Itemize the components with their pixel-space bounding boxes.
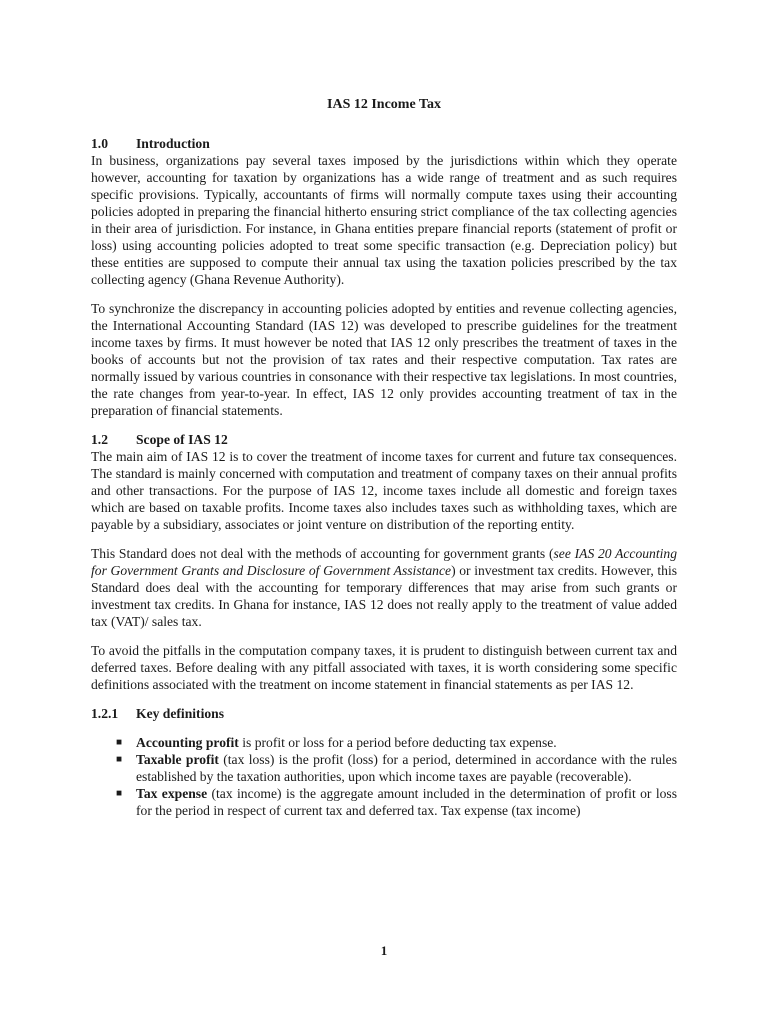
intro-paragraph-2: To synchronize the discrepancy in accounting policies adopted by entities and revenue collecting agencies, the International Accounting Standard (IAS 12) was developed to prescribe guidelines for the treatment income taxes by firms. It must however be noted that IAS 12 only prescribes the treatment of taxes in the books of accounts but not the provision of tax rates and their respective computation. Tax rates are normally issued by various countries in consonance with their respective tax legislations. In most countries, the rate changes from year-to-year. In effect, IAS 12 only provides accounting treatment of tax in the preparation of financial statements.	[91, 301, 677, 418]
definition-text: (tax loss) is the profit (loss) for a period, determined in accordance with the rules established by the taxation authorities, upon which income taxes are payable (recoverable).	[136, 752, 677, 784]
section-number: 1.2.1	[91, 706, 119, 721]
list-item	[91, 751, 677, 785]
section-number: 1.0	[91, 136, 108, 151]
ias20-reference: see IAS 20 Accounting for Government Grants and Disclosure of Government Assistance	[91, 546, 677, 578]
list-item	[91, 734, 677, 751]
scope-paragraph-2	[91, 545, 677, 630]
section-heading-introduction	[91, 135, 677, 152]
section-title: Introduction	[136, 136, 210, 151]
definition-term: Taxable profit	[136, 752, 219, 767]
scope-paragraph-3: To avoid the pitfalls in the computation company taxes, it is prudent to distinguish between current tax and deferred taxes. Before dealing with any pitfall associated with taxes, it is worth considering some specific definitions associated with the treatment on income statement in financial statements as per IAS 12.	[91, 643, 677, 692]
definition-text: is profit or loss for a period before deducting tax expense.	[238, 735, 557, 750]
definition-text: (tax income) is the aggregate amount included in the determination of profit or loss for the period in respect of current tax and deferred tax. Tax expense (tax income)	[136, 786, 677, 818]
definitions-list	[91, 734, 677, 819]
intro-paragraph-1: In business, organizations pay several taxes imposed by the jurisdictions within which they operate however, accounting for taxation by organizations has a wide range of treatment and as such requires specific provisions. Typically, accountants of firms will normally compute taxes using their accounting policies adopted in preparing the financial hitherto ensuring strict compliance of the tax collecting agencies in their area of jurisdiction. For instance, in Ghana entities prepare financial reports (statement of profit or loss) using accounting policies adopted to treat some specific transaction (e.g. Depreciation policy) but these entities are supposed to compute their annual tax using the taxation policies prescribed by the tax collecting agency (Ghana Revenue Authority).	[91, 153, 677, 287]
square-bullet-icon: ■	[116, 788, 123, 799]
square-bullet-icon: ■	[116, 737, 123, 748]
definition-term: Accounting profit	[136, 735, 239, 750]
document-title: IAS 12 Income Tax	[327, 97, 441, 112]
document-page	[91, 96, 677, 819]
page-number: 1	[380, 943, 388, 958]
scope-paragraph-1: The main aim of IAS 12 is to cover the treatment of income taxes for current and future tax consequences. The standard is mainly concerned with computation and treatment of company taxes on their annual profits and other transactions. For the purpose of IAS 12, income taxes include all domestic and foreign taxes which are based on taxable profits. Income taxes also includes taxes such as withholding taxes, which are payable by a subsidiary, associates or joint venture on distribution of the reporting entity.	[91, 449, 677, 532]
section-heading-key-definitions	[91, 705, 677, 722]
definition-term: Tax expense	[136, 786, 208, 801]
scope-paragraph-2-part-a: This Standard does not deal with the methods of accounting for government grants (	[91, 546, 554, 561]
section-heading-scope	[91, 431, 677, 448]
list-item	[91, 785, 677, 819]
section-number: 1.2	[91, 432, 108, 447]
square-bullet-icon: ■	[116, 754, 123, 765]
scope-paragraph-2-part-b: ) or investment tax credits. However, this Standard does deal with the accounting for temporary differences that may arise from such grants or investment tax credits. In Ghana for instance, IAS 12 does not really apply to the treatment of value added tax (VAT)/ sales tax.	[91, 563, 678, 629]
section-title: Scope of IAS 12	[136, 432, 228, 447]
section-title: Key definitions	[136, 706, 224, 721]
